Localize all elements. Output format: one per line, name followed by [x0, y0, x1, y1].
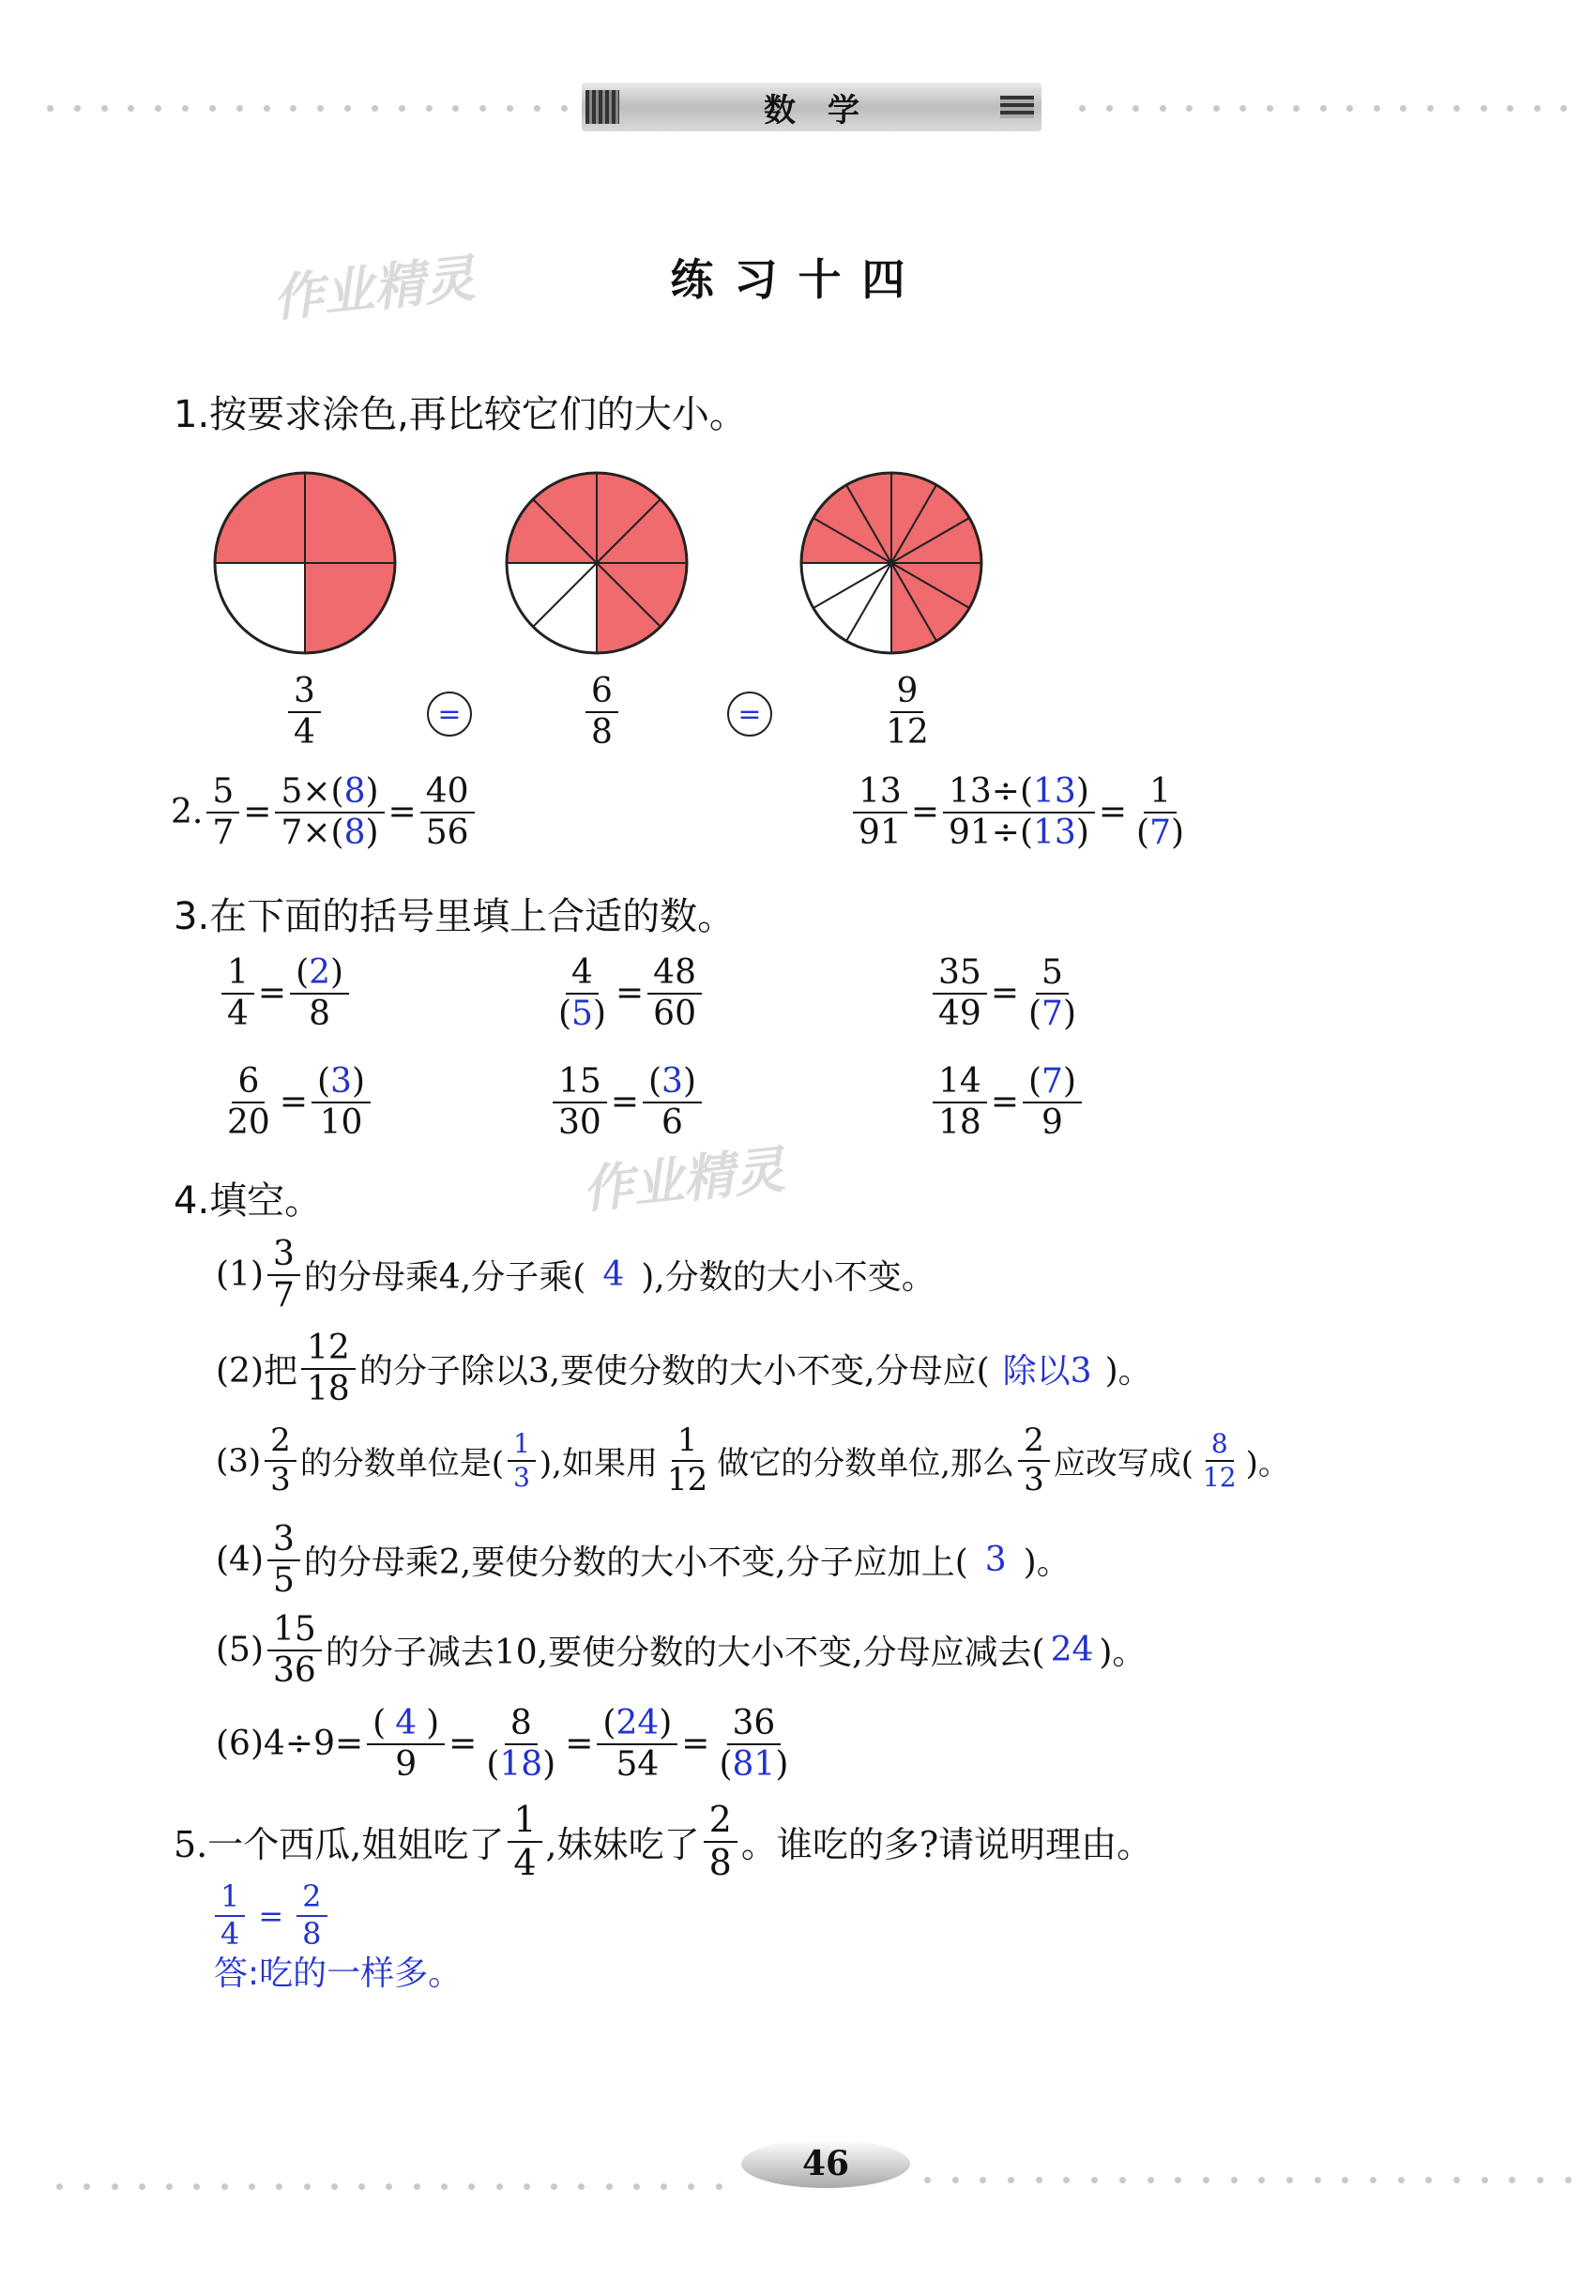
watermark-top: 作业精灵 [269, 248, 479, 329]
answer: 8 [343, 813, 366, 852]
q2-label: 2. [171, 793, 204, 832]
q3-r1c2: $\frac{4}{(5)}$ = $\frac{48}{60}$ [549, 955, 706, 1032]
q5-answer: 答:吃的一样多。 [214, 1954, 463, 1993]
answer: 4 [395, 1704, 418, 1742]
page-number-badge [741, 2139, 910, 2188]
answer: 除以3 [1002, 1352, 1092, 1391]
q4-item-2: (2)把 $\frac{12}{18}$ 的分子除以3,要使分数的大小不变,分母应( 除以3 )。 [216, 1329, 1152, 1408]
answer: $\frac{1}{3}$ [508, 1430, 536, 1491]
header-bars-icon [1000, 96, 1034, 118]
q3-r2c2: $\frac{15}{30}$ = $\frac{(3)}{6}$ [549, 1064, 706, 1141]
q1-compare-1: = [427, 692, 472, 737]
answer: 7 [1041, 1062, 1063, 1101]
watermark-middle: 作业精灵 [579, 1139, 788, 1221]
answer: 24 [1050, 1631, 1094, 1670]
q4-item-4: (4) $\frac{3}{5}$ 的分母乘2,要使分数的大小不变,分子应加上( 3 )。 [216, 1520, 1071, 1600]
q1-heading: 1.按要求涂色,再比较它们的大小。 [174, 393, 747, 436]
header-building-icon [585, 90, 619, 124]
answer: $\frac{8}{12}$ [1202, 1428, 1237, 1493]
answer: 7 [1041, 994, 1063, 1033]
q4-item-5: (5) $\frac{15}{36}$ 的分子减去10,要使分数的大小不变,分母应减去( 24 )。 [216, 1610, 1147, 1690]
q5-question: 5.一个西瓜,姐姐吃了 $\frac{1}{4}$ ,妹妹吃了 $\frac{2}{8}$ 。谁吃的多?请说明理由。 [174, 1799, 1153, 1883]
bottom-dots-right [924, 2175, 1572, 2184]
header-subject: 数学 [764, 91, 891, 129]
page-title: 练习十四 [670, 254, 926, 305]
q1-compare-2: = [727, 692, 772, 737]
q3-r1c3: $\frac{35}{49}$ = $\frac{5}{(7)}$ [929, 955, 1086, 1032]
answer: 4 [602, 1255, 625, 1295]
q1-fraction-2: $\frac{6}{8}$ [582, 674, 622, 751]
answer: 18 [499, 1744, 543, 1784]
bottom-dots-left [56, 2182, 722, 2191]
answer: 13 [1033, 772, 1076, 811]
q3-r2c1: $\frac{6}{20}$ = $\frac{(3)}{10}$ [218, 1064, 374, 1141]
answer: 2 [309, 953, 331, 992]
q3-r2c3: $\frac{14}{18}$ = $\frac{(7)}{9}$ [929, 1064, 1086, 1141]
q5-work: $\frac{1}{4}$ = $\frac{2}{8}$ [211, 1881, 331, 1950]
answer: 3 [984, 1541, 1007, 1580]
answer: 5 [571, 994, 593, 1033]
q1-fraction-3: $\frac{9}{12}$ [886, 672, 929, 752]
q2-left-equation: 2. $\frac{5}{7}$ = $\frac{5\times(8)}{7\times(8)}$ = $\frac{40}{56}$ [171, 774, 479, 851]
q4-item-3: (3) $\frac{2}{3}$ 的分数单位是( $\frac{1}{3}$ ),如果用 $\frac{1}{12}$ 做它的分数单位,那么 $\frac{2}{3}$ 应改写成( $\frac{8}{12}$ )。 [216, 1422, 1290, 1498]
top-dots-right [1079, 103, 1567, 113]
header-banner [582, 83, 1041, 131]
q1-pie-figures [188, 460, 1032, 666]
answer: 7 [1149, 813, 1171, 852]
q4-item-1: (1) $\frac{3}{7}$ 的分母乘4,分子乘( 4 ),分数的大小不变。 [216, 1235, 935, 1315]
q1-fraction-1: $\frac{3}{4}$ [284, 674, 325, 751]
page-number: 46 [801, 2144, 850, 2183]
answer: 81 [732, 1744, 776, 1784]
q2-right-equation: $\frac{13}{91}$ = $\frac{13\div(13)}{91\div(13)}$ = $\frac{1}{(7)}$ [849, 774, 1193, 851]
top-dots-left [47, 103, 568, 113]
q4-heading: 4.填空。 [174, 1179, 323, 1223]
answer: 13 [1033, 813, 1076, 852]
answer: 3 [661, 1062, 683, 1101]
q3-heading: 3.在下面的括号里填上合适的数。 [174, 895, 736, 938]
answer: 24 [616, 1704, 660, 1742]
answer: 3 [330, 1062, 352, 1101]
q3-r1c1: $\frac{1}{4}$ = $\frac{(2)}{8}$ [218, 955, 353, 1032]
answer: 8 [343, 772, 366, 811]
q4-item-6: (6)4÷9= $\frac{( 4 )}{9}$ = $\frac{8}{(18)}$ = $\frac{(24)}{54}$ = $\frac{36}{(81)}$ [216, 1704, 789, 1784]
